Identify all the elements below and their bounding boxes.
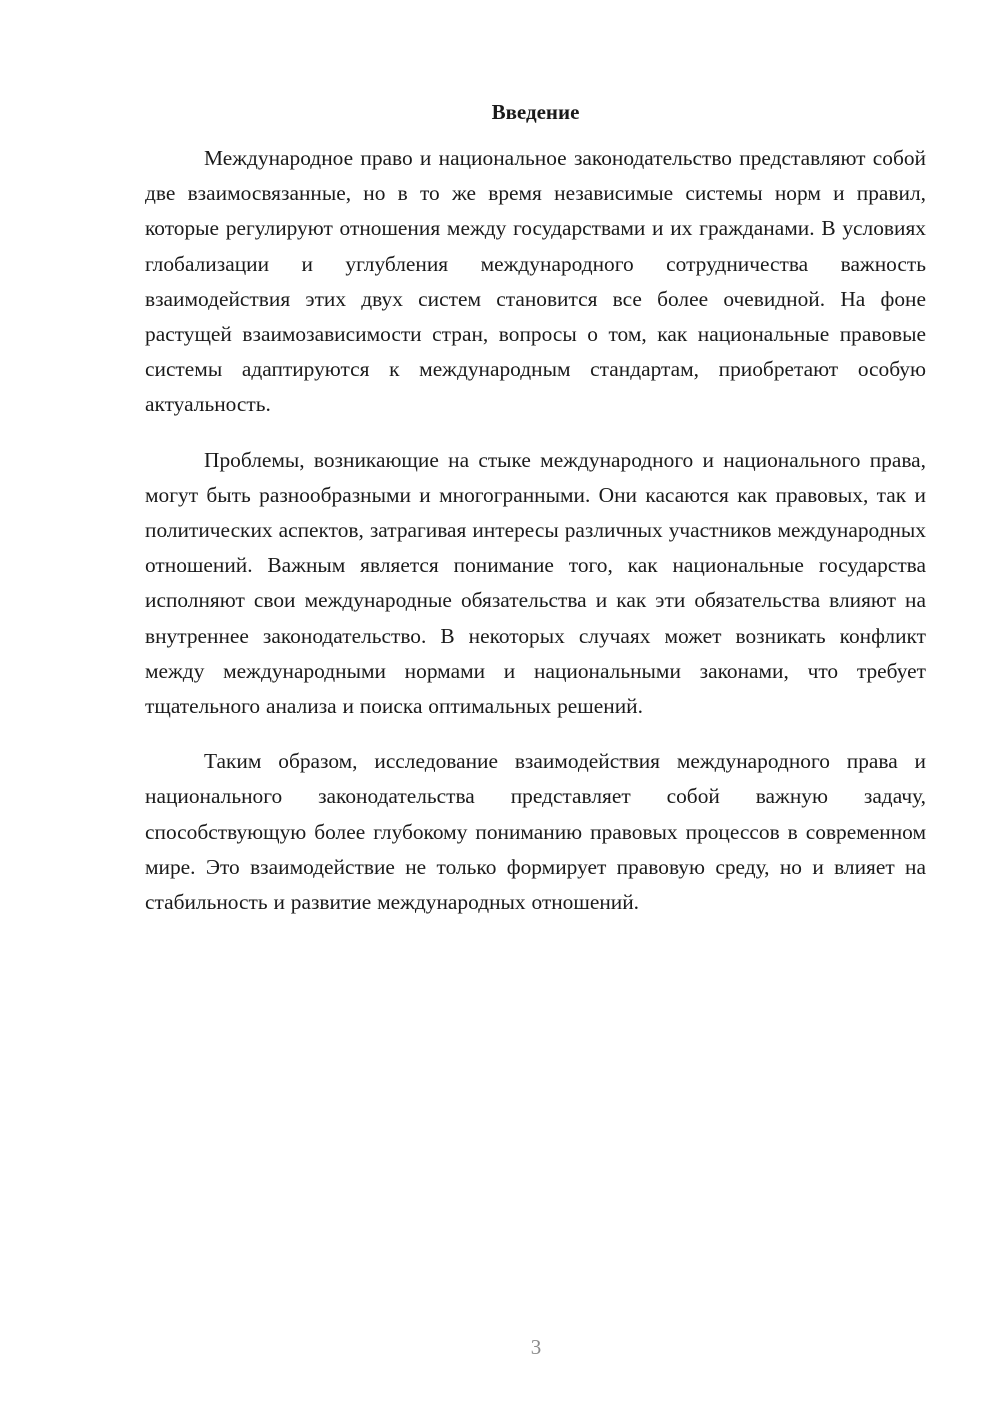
- page-title: Введение: [491, 100, 580, 124]
- paragraph-3: Таким образом, исследование взаимодействия международного права и национального законодательства представляет собой важную задачу, способствующую более глубокому пониманию правовых процессов в современном мире. Это взаимодействие не только формирует правовую среду, но и влияет на стабильность и развитие международных отношений.: [145, 749, 926, 915]
- body-text: [145, 141, 926, 940]
- paragraph-2: Проблемы, возникающие на стыке международного и национального права, могут быть разнообразными и многогранными. Они касаются как правовых, так и политических аспектов, затрагивая интересы различных участников международных отношений. Важным является понимание того, как национальные государства исполняют свои международные обязательства и как эти обязательства влияют на внутреннее законодательство. В некоторых случаях может возникать конфликт между международными нормами и национальными законами, что требует тщательного анализа и поиска оптимальных решений.: [145, 447, 926, 719]
- paragraph-1: Международное право и национальное законодательство представляют собой две взаимосвязанные, но в то же время независимые системы норм и правил, которые регулируют отношения между государствами и их гражданами. В условиях глобализации и углубления международного сотрудничества важность взаимодействия этих двух систем становится все более очевидной. На фоне растущей взаимозависимости стран, вопросы о том, как национальные правовые системы адаптируются к международным стандартам, приобретают особую актуальность.: [145, 146, 926, 417]
- page-number: 3: [530, 1335, 542, 1359]
